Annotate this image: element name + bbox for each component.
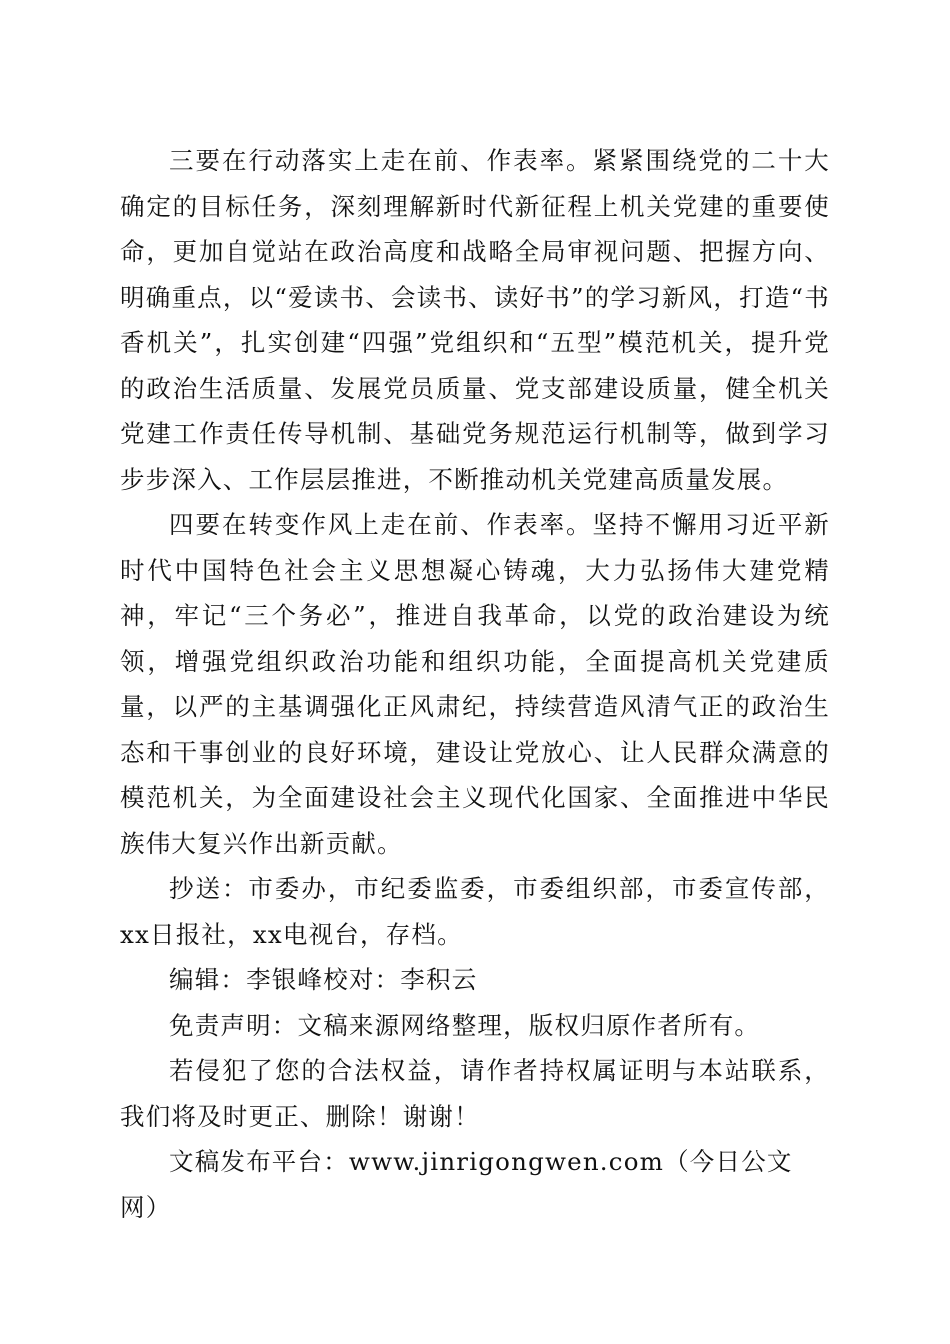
paragraph-fourth-requirement: 四要在转变作风上走在前、作表率。坚持不懈用习近平新时代中国特色社会主义思想凝心铸魂，大力弘扬伟大建党精神，牢记“三个务必”，推进自我革命，以党的政治建设为统领，增强党组织政治功能和组织功能，全面提高机关党建质量，以严的主基调强化正风肃纪，持续营造风清气正的政治生态和干事创业的良好环境，建设让党放心、让人民群众满意的模范机关，为全面建设社会主义现代化国家、全面推进中华民族伟大复兴作出新贡献。	[120, 510, 830, 858]
disclaimer-line: 免责声明：文稿来源网络整理，版权归原作者所有。	[169, 1010, 761, 1040]
paragraph-third-requirement: 三要在行动落实上走在前、作表率。紧紧围绕党的二十大确定的目标任务，深刻理解新时代新征程上机关党建的重要使命，更加自觉站在政治高度和战略全局审视问题、把握方向、明确重点，以“爱读书、会读书、读好书”的学习新风，打造“书香机关”，扎实创建“四强”党组织和“五型”模范机关，提升党的政治生活质量、发展党员质量、党支部建设质量，健全机关党建工作责任传导机制、基础党务规范运行机制等，做到学习步步深入、工作层层推进，不断推动机关党建高质量发展。	[120, 146, 830, 494]
editor-line: 编辑：李银峰校对：李积云	[169, 965, 478, 994]
document-body	[120, 138, 830, 1230]
contact-line: 若侵犯了您的合法权益，请作者持权属证明与本站联系，我们将及时更正、删除！谢谢！	[120, 1056, 830, 1131]
platform-line: 文稿发布平台：www.jinrigongwen.com（今日公文网）	[120, 1147, 793, 1222]
cc-line: 抄送：市委办，市纪委监委，市委组织部，市委宣传部，xx日报社，xx电视台，存档。	[120, 874, 830, 949]
